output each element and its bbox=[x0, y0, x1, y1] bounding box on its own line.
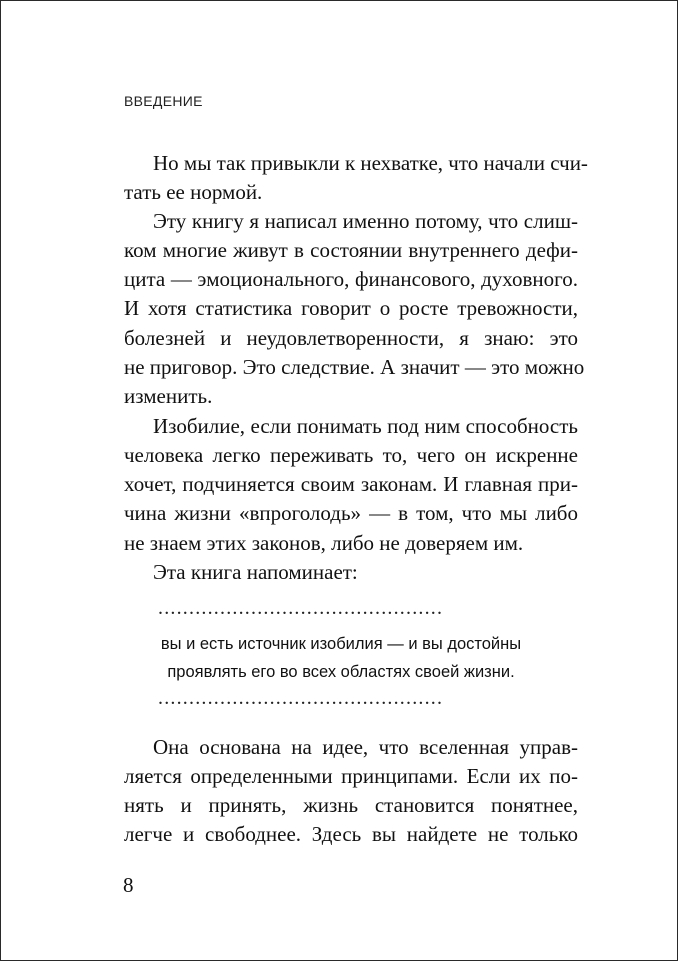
paragraph-line: изменить. bbox=[124, 384, 213, 408]
paragraph-line: хочет, подчиняется своим законам. И главная при- bbox=[124, 472, 578, 496]
paragraph-line: ком многие живут в состоянии внутреннего дефи- bbox=[124, 238, 578, 262]
callout-line: вы и есть источник изобилия — и вы достойны bbox=[160, 635, 522, 653]
paragraph-line: легче и свободнее. Здесь вы найдете не только bbox=[124, 822, 578, 846]
page-number: 8 bbox=[123, 873, 134, 897]
paragraph-line: Она основана на идее, что вселенная управ- bbox=[153, 735, 578, 759]
paragraph-line: Но мы так привыкли к нехватке, что начали счи- bbox=[153, 151, 588, 175]
callout-line: проявлять его во всех областях своей жизни. bbox=[167, 663, 515, 681]
paragraph-line: не приговор. Это следствие. А значит — это можно bbox=[124, 355, 585, 379]
paragraph-line: чина жизни «впроголодь» — в том, что мы либо bbox=[124, 501, 578, 525]
paragraph-line: ляется определенными принципами. Если их по- bbox=[124, 764, 578, 788]
paragraph-line: нять и принять, жизнь становится понятнее, bbox=[124, 793, 578, 817]
paragraph-line: Эта книга напоминает: bbox=[153, 560, 358, 584]
paragraph-line: не знаем этих законов, либо не доверяем им. bbox=[124, 531, 524, 555]
paragraph-line: И хотя статистика говорит о росте тревожности, bbox=[124, 296, 578, 320]
running-head: ВВЕДЕНИЕ bbox=[124, 93, 203, 109]
paragraph-line: Изобилие, если понимать под ним способность bbox=[153, 414, 578, 438]
paragraph-line: болезней и неудовлетворенности, я знаю: это bbox=[124, 326, 578, 350]
paragraph-line: Эту книгу я написал именно потому, что слиш- bbox=[153, 209, 578, 233]
callout-dotted-rule-bottom: .............................................. bbox=[158, 688, 444, 708]
paragraph-line: тать ее нормой. bbox=[124, 180, 263, 204]
paragraph-line: человека легко переживать то, чего он искренне bbox=[124, 443, 578, 467]
paragraph-line: цита — эмоционального, финансового, духовного. bbox=[124, 267, 578, 291]
callout-dotted-rule-top: .............................................. bbox=[158, 598, 444, 618]
